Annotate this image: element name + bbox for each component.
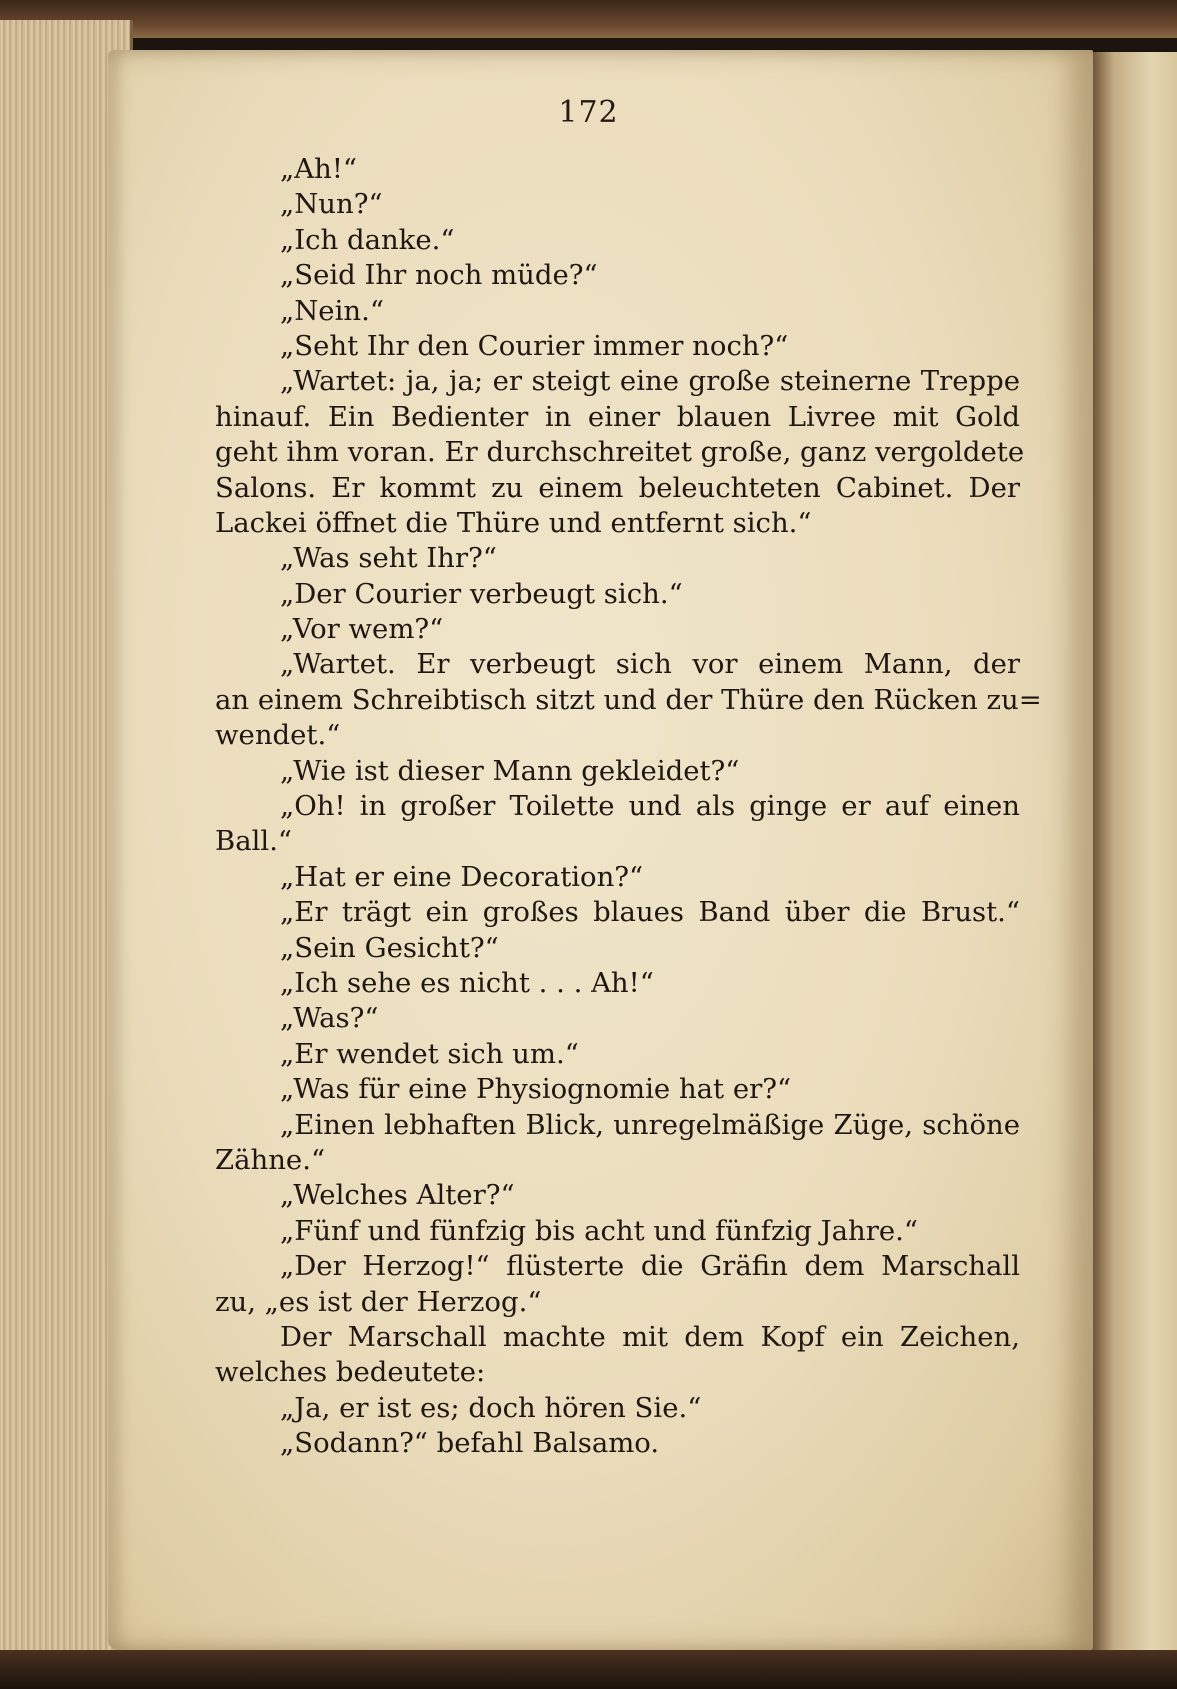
text-line: „Hat er eine Decoration?“ <box>280 860 644 893</box>
text-line: „Was für eine Physiognomie hat er?“ <box>280 1073 792 1106</box>
text-line: „Nein.“ <box>280 294 384 327</box>
text-line: „Wartet: ja, ja; er steigt eine große steinerne Treppe <box>280 365 1020 398</box>
text-line: „Was?“ <box>280 1002 379 1035</box>
text-line: „Nun?“ <box>280 188 383 221</box>
text-line: „Einen lebhaften Blick, unregelmäßige Züge, schöne <box>280 1108 1020 1141</box>
text-line: wendet.“ <box>215 719 341 752</box>
text-line: „Ah!“ <box>280 153 357 185</box>
text-line: „Vor wem?“ <box>280 613 444 646</box>
text-line: „Wie ist dieser Mann gekleidet?“ <box>280 754 740 787</box>
book-cover-top <box>0 0 1177 38</box>
facing-page-edge <box>1093 52 1177 1650</box>
text-line: „Sodann?“ befahl Balsamo. <box>280 1427 660 1460</box>
text-line: hinauf. Ein Bedienter in einer blauen Livree mit Gold <box>215 400 1020 433</box>
text-line: Lackei öffnet die Thüre und entfernt sich.“ <box>215 506 812 539</box>
page-text <box>215 152 1042 1461</box>
text-line: geht ihm voran. Er durchschreitet große, ganz vergoldete <box>215 436 1025 469</box>
text-line: „Welches Alter?“ <box>280 1179 515 1212</box>
text-line: „Wartet. Er verbeugt sich vor einem Mann, der <box>280 648 1020 681</box>
text-line: zu, „es ist der Herzog.“ <box>215 1285 542 1318</box>
text-line: an einem Schreibtisch sitzt und der Thüre den Rücken zu= <box>215 683 1042 716</box>
page-number: 172 <box>558 95 619 130</box>
text-line: „Oh! in großer Toilette und als ginge er auf einen <box>280 790 1020 823</box>
text-line: „Ich danke.“ <box>280 223 455 256</box>
text-line: „Ja, er ist es; doch hören Sie.“ <box>280 1391 702 1424</box>
text-line: Zähne.“ <box>215 1143 325 1176</box>
text-line: „Ich sehe es nicht . . . Ah!“ <box>280 966 654 999</box>
text-line: „Der Herzog!“ flüsterte die Gräfin dem Marschall <box>280 1250 1020 1283</box>
text-line: „Er wendet sich um.“ <box>280 1037 579 1070</box>
text-line: welches bedeutete: <box>215 1356 486 1389</box>
text-line: „Der Courier verbeugt sich.“ <box>280 577 683 610</box>
text-line: Ball.“ <box>215 825 292 858</box>
text-line: „Sein Gesicht?“ <box>280 931 499 964</box>
book-cover-bottom <box>0 1650 1177 1689</box>
text-line: „Was seht Ihr?“ <box>280 542 497 575</box>
text-line: „Fünf und fünfzig bis acht und fünfzig Jahre.“ <box>280 1214 918 1247</box>
text-line: Der Marschall machte mit dem Kopf ein Zeichen, <box>280 1320 1020 1353</box>
text-line: Salons. Er kommt zu einem beleuchteten Cabinet. Der <box>215 471 1020 504</box>
text-line: „Seht Ihr den Courier immer noch?“ <box>280 329 789 362</box>
text-line: „Seid Ihr noch müde?“ <box>280 259 598 292</box>
text-line: „Er trägt ein großes blaues Band über die Brust.“ <box>280 896 1020 929</box>
